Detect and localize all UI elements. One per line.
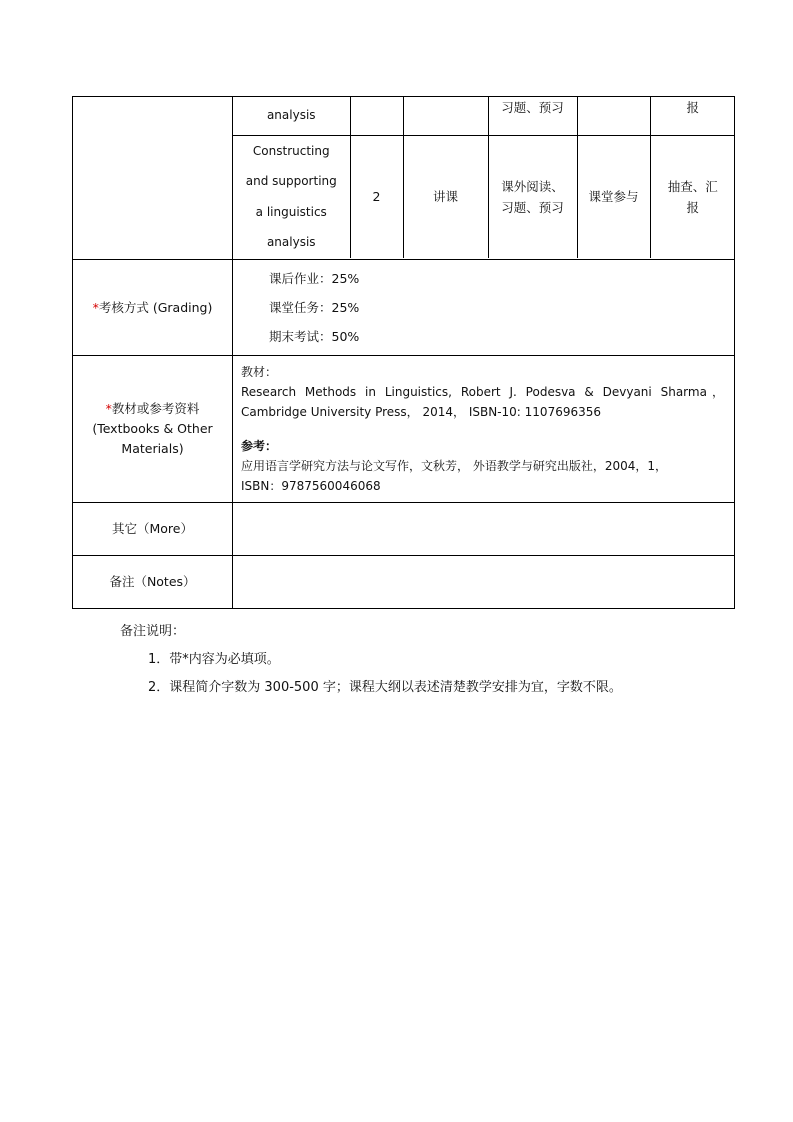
grading-item-homework: 课后作业：25% <box>269 271 360 286</box>
schedule-cell <box>233 97 735 260</box>
checking-cell <box>650 135 735 258</box>
required-mark: * <box>105 401 112 416</box>
more-label: 其它（More） <box>73 503 233 556</box>
notes-label: 备注（Notes） <box>73 556 233 609</box>
course-info-table <box>72 96 735 609</box>
grading-label-text: 考核方式 (Grading) <box>98 299 213 315</box>
grading-label <box>73 260 233 356</box>
grading-item-classwork: 课堂任务：25% <box>269 300 360 315</box>
materials-cell <box>233 356 735 503</box>
schedule-row-1 <box>233 97 735 135</box>
reference-line: 应用语言学研究方法与论文写作，文秋芳， 外语教学与研究出版社，2004，1， <box>241 459 667 473</box>
textbook-heading: 教材： <box>241 365 278 379</box>
checking-line: 报 <box>686 199 699 215</box>
homework-cell <box>488 135 577 258</box>
method-cell <box>403 97 488 135</box>
grading-row <box>73 260 735 356</box>
notes-value <box>233 556 735 609</box>
footnotes-title: 备注说明： <box>120 624 186 639</box>
footnote-item: 1．带*内容为必填项。 <box>148 652 280 667</box>
content-cell: analysis <box>266 108 316 123</box>
method-cell: 讲课 <box>403 135 488 258</box>
materials-label-line: (Textbooks & Other <box>92 421 213 436</box>
content-line: a linguistics <box>255 204 327 219</box>
reference-line: ISBN：9787560046068 <box>241 479 381 493</box>
grading-cell <box>233 260 735 356</box>
materials-row <box>73 356 735 503</box>
hours-cell <box>350 97 403 135</box>
more-value <box>233 503 735 556</box>
content-cell <box>233 135 350 258</box>
homework-cell: 习题、预习 <box>488 97 577 135</box>
notes-row <box>73 556 735 609</box>
homework-line: 课外阅读、 <box>501 178 564 194</box>
materials-label-line: Materials) <box>121 441 184 456</box>
footnotes <box>120 618 622 702</box>
checking-cell: 报 <box>650 97 735 135</box>
assessment-cell: 课堂参与 <box>577 135 650 258</box>
reference-heading: 参考： <box>241 439 278 453</box>
grading-item-final-exam: 期末考试：50% <box>269 329 360 344</box>
content-line: and supporting <box>245 174 337 189</box>
assessment-cell <box>577 97 650 135</box>
textbook-text: Research Methods in Linguistics, Robert J. Podesva & Devyani Sharma， Cambridge University Press， 2014， ISBN-10: 1107696356 <box>241 385 724 419</box>
homework-line: 习题、预习 <box>501 199 564 215</box>
footnote-item: 2．课程简介字数为 300-500 字；课程大纲以表述清楚教学安排为宜，字数不限。 <box>148 680 622 695</box>
schedule-row <box>73 97 735 260</box>
schedule-inner-table <box>233 97 735 258</box>
more-row <box>73 503 735 556</box>
hours-cell: 2 <box>350 135 403 258</box>
schedule-label-cell <box>73 97 233 260</box>
content-line: Constructing <box>252 143 330 158</box>
materials-label <box>73 356 233 503</box>
checking-line: 抽查、汇 <box>667 178 718 194</box>
content-line: analysis <box>266 235 316 250</box>
required-mark: * <box>92 299 99 315</box>
schedule-row-2 <box>233 135 735 258</box>
materials-label-line: *教材或参考资料 <box>105 401 200 416</box>
